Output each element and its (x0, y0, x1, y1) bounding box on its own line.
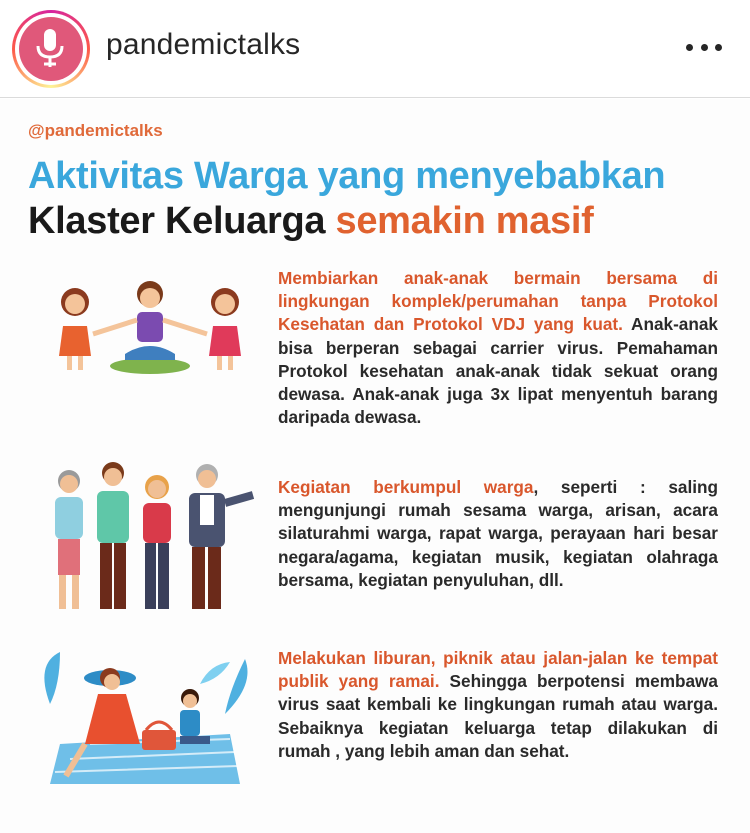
post-title-line2: Klaster Keluarga semakin masif (28, 200, 594, 242)
more-options-icon[interactable] (686, 32, 722, 62)
activity-item-2: Kegiatan berkumpul warga, seperti : saling mengunjungi rumah sesama warga, arisan, acara silaturahmi warga, rapat warga, perayaan hari besar negara/agama, kegiatan musik, kegiatan olahraga bersama, kegiatan penyuluhan, dll. (278, 477, 719, 590)
picnic-illustration (30, 644, 260, 789)
children-playing-illustration (45, 274, 255, 379)
post-handle: @pandemictalks (28, 121, 163, 140)
family-group-illustration (45, 459, 260, 614)
username-link[interactable]: pandemictalks (106, 28, 301, 61)
microphone-icon (19, 17, 83, 81)
activity-item-3: Melakukan liburan, piknik atau jalan-jalan ke tempat publik yang ramai. Sehingga berpotensi membawa virus saat kembali ke lingkungan rumah atau warga. Sebaiknya kegiatan keluarga tetap dilakukan di rumah , yang lebih aman dan sehat. (278, 648, 718, 761)
post-title-line1: Aktivitas Warga yang menyebabkan (28, 155, 666, 197)
activity-item-1: Membiarkan anak-anak bermain bersama di lingkungan komplek/perumahan tanpa Protokol Kesehatan dan Protokol VDJ yang kuat. Anak-anak bisa berperan sebagai carrier virus. Pemahaman Protokol kesehatan anak-anak tidak sekuat orang dewasa. Anak-anak juga 3x lipat menyentuh barang daripada dewasa. (278, 268, 718, 428)
post-image[interactable] (0, 99, 750, 833)
post-header (0, 0, 750, 98)
avatar[interactable] (12, 10, 90, 88)
